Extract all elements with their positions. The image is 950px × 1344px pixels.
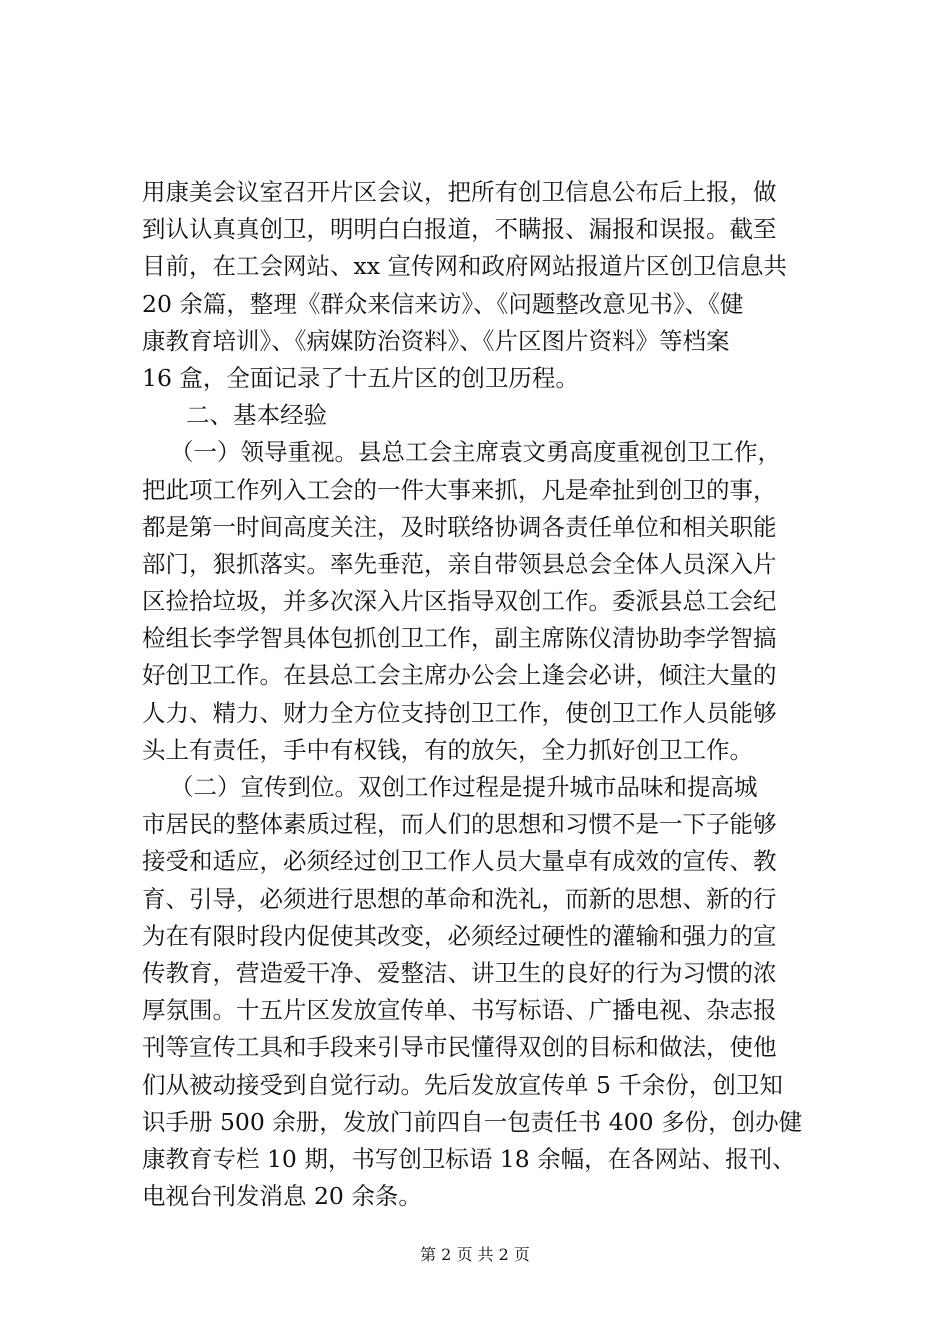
page-number: 第 2 页 共 2 页 [420, 1245, 530, 1264]
text-line: 为在有限时段内促使其改变，必须经过硬性的灌输和强力的宣 [142, 921, 777, 950]
text-line: 刊等宣传工具和手段来引导市民懂得双创的目标和做法，使他 [142, 1033, 777, 1062]
text-line: 传教育，营造爱干净、爱整洁、讲卫生的良好的行为习惯的浓 [142, 958, 777, 987]
text-line: 厚氛围。十五片区发放宣传单、书写标语、广播电视、杂志报 [142, 996, 777, 1025]
text-line: 接受和适应，必须经过创卫工作人员大量卓有成效的宣传、教 [142, 847, 777, 876]
text-line: 识手册 500 余册，发放门前四自一包责任书 400 多份，创办健 [142, 1107, 803, 1136]
text-line: 市居民的整体素质过程，而人们的思想和习惯不是一下子能够 [142, 810, 777, 839]
text-line: 康教育专栏 10 期，书写创卫标语 18 余幅，在各网站、报刊、 [142, 1144, 796, 1173]
text-line: 都是第一时间高度关注，及时联络协调各责任单位和相关职能 [142, 512, 777, 541]
text-line: 人力、精力、财力全方位支持创卫工作，使创卫工作人员能够 [142, 698, 777, 727]
text-line: 检组长李学智具体包抓创卫工作，副主席陈仪清协助李学智搞 [142, 624, 777, 653]
section-heading: 二、基本经验 [186, 401, 327, 430]
text-line: 好创卫工作。在县总工会主席办公会上逢会必讲，倾注大量的 [142, 661, 777, 690]
document-body [142, 174, 832, 1215]
text-line: 到认认真真创卫，明明白白报道，不瞒报、漏报和误报。截至 [142, 215, 777, 244]
paragraph-start: （二）宣传到位。双创工作过程是提升城市品味和提高城 [170, 773, 758, 801]
page-footer [0, 1243, 950, 1267]
text-line: 目前，在工会网站、xx 宣传网和政府网站报道片区创卫信息共 [142, 252, 787, 281]
paragraph-start: （一）领导重视。县总工会主席袁文勇高度重视创卫工作， [170, 438, 781, 467]
text-line: 康教育培训》、《病媒防治资料》、《片区图片资料》等档案 [142, 326, 730, 355]
text-line: 用康美会议室召开片区会议，把所有创卫信息公布后上报，做 [142, 178, 777, 206]
text-line: 们从被动接受到自觉行动。先后发放宣传单 5 千余份，创卫知 [142, 1070, 783, 1099]
text-line: 头上有责任，手中有权钱，有的放矢，全力抓好创卫工作。 [142, 735, 753, 764]
text-line: 区捡拾垃圾，并多次深入片区指导双创工作。委派县总工会纪 [142, 587, 777, 616]
text-line: 把此项工作列入工会的一件大事来抓，凡是牵扯到创卫的事， [142, 475, 777, 504]
text-line: 育、引导，必须进行思想的革命和洗礼，而新的思想、新的行 [142, 884, 777, 913]
text-line: 16 盒，全面记录了十五片区的创卫历程。 [142, 363, 579, 392]
text-line: 部门，狠抓落实。率先垂范，亲自带领县总会全体人员深入片 [142, 549, 777, 578]
text-line: 电视台刊发消息 20 余条。 [142, 1182, 422, 1211]
text-line: 20 余篇，整理《群众来信来访》、《问题整改意见书》、《健 [142, 289, 744, 318]
